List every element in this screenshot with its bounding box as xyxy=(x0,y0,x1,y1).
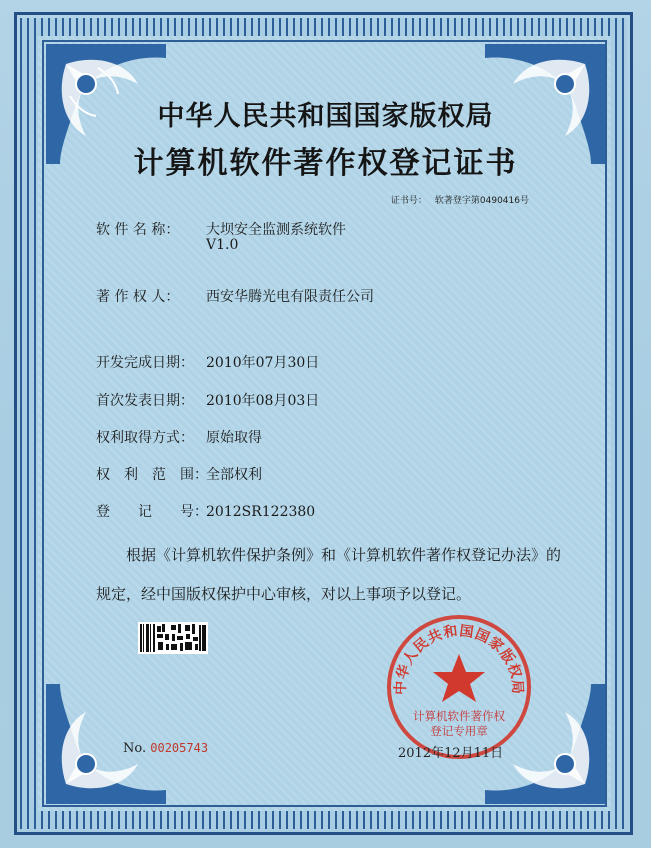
field-label: 著 作 权 人： xyxy=(96,289,180,305)
field-acquisition-method xyxy=(96,427,262,447)
certificate-title: 计算机软件著作权登记证书 xyxy=(133,146,518,181)
field-value: 大坝安全监测系统软件 xyxy=(206,222,346,238)
serial-number-label: No. xyxy=(123,741,147,756)
serial-number xyxy=(123,741,208,756)
field-scope-of-rights xyxy=(96,464,262,484)
serial-number-value: 00205743 xyxy=(150,741,209,755)
registration-statement xyxy=(96,536,586,614)
software-version: V1.0 xyxy=(206,237,239,253)
certificate-number-value: 软著登字第0490416号 xyxy=(434,196,529,206)
certificate-number xyxy=(383,193,529,206)
statement-line-1 xyxy=(96,536,586,575)
field-value: 2012SR122380 xyxy=(206,504,316,520)
field-label: 登 记 号： xyxy=(96,504,208,520)
field-completion-date xyxy=(96,352,319,372)
field-value: 全部权利 xyxy=(206,467,262,483)
field-label: 权利取得方式： xyxy=(96,430,194,446)
field-value: 2010年07月30日 xyxy=(206,355,320,371)
field-label: 软 件 名 称： xyxy=(96,222,180,238)
field-registration-number xyxy=(96,501,315,521)
issuing-authority: 中华人民共和国国家版权局 xyxy=(157,101,494,132)
field-value: 2010年08月03日 xyxy=(206,393,320,409)
seal-inner-text-line-1: 计算机软件著作权 xyxy=(413,709,505,723)
field-label: 首次发表日期： xyxy=(96,393,194,409)
issue-date: 2012年12月11日 xyxy=(398,746,504,761)
field-copyright-owner xyxy=(96,286,374,306)
seal-inner-text-line-2: 登记专用章 xyxy=(430,724,488,738)
field-first-publication-date xyxy=(96,390,319,410)
official-seal xyxy=(384,612,534,762)
statement-line-1-text: 根据《计算机软件保护条例》和《计算机软件著作权登记办法》的 xyxy=(126,546,562,564)
field-value: 原始取得 xyxy=(206,430,262,446)
field-label: 权 利 范 围： xyxy=(96,467,208,483)
field-software-name xyxy=(96,219,346,253)
field-value: 西安华腾光电有限责任公司 xyxy=(206,289,374,305)
seal-outer-text: 中华人民共和国国家版权局 xyxy=(392,623,526,696)
seal-star-icon xyxy=(433,654,485,702)
statement-line-2: 规定，经中国版权保护中心审核，对以上事项予以登记。 xyxy=(96,585,472,603)
certificate-number-label: 证书号： xyxy=(390,196,427,206)
barcode xyxy=(138,622,208,654)
field-label: 开发完成日期： xyxy=(96,355,194,371)
